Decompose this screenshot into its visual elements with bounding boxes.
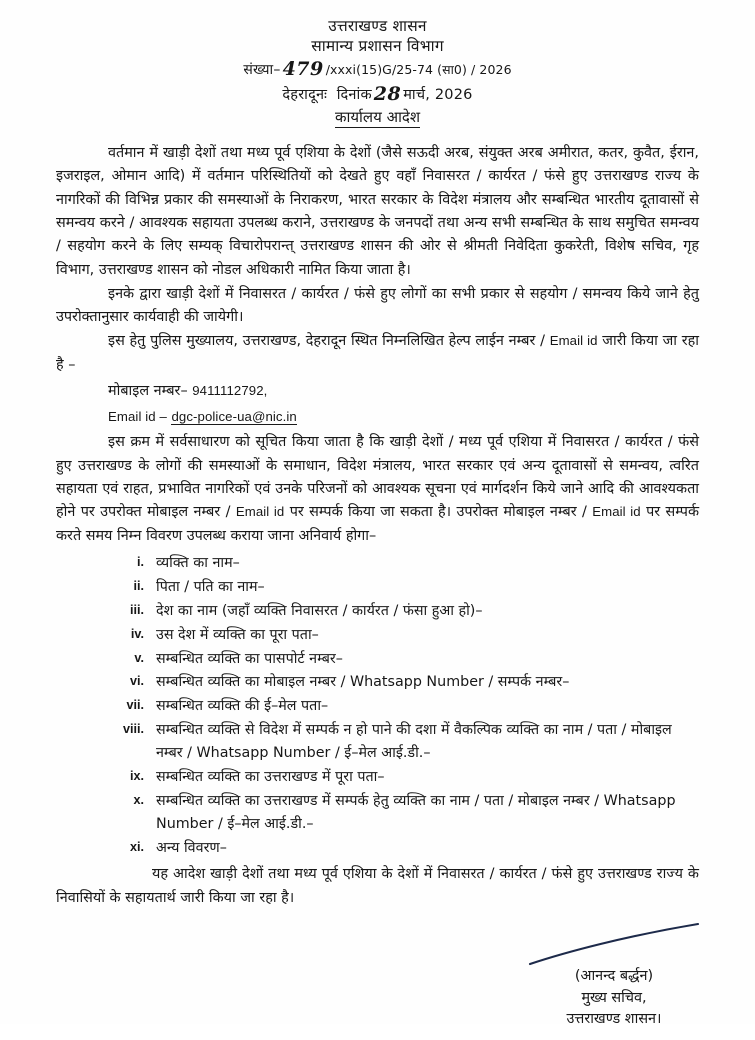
list-item xyxy=(56,552,699,575)
document-header xyxy=(56,16,699,128)
list-item-text: सम्बन्धित व्यक्ति का पासपोर्ट नम्बर– xyxy=(156,650,343,667)
paragraph-closing: यह आदेश खाड़ी देशों तथा मध्य पूर्व एशिया के देशों में निवासरत / कार्यरत / फंसे हुए उत्तराखण्ड राज्य के निवासियों के सहायतार्थ जारी किया जा रहा है। xyxy=(56,866,699,906)
signature-area xyxy=(56,920,699,1040)
reference-number-line xyxy=(56,57,699,82)
list-marker: xi. xyxy=(129,839,144,854)
date-day-handwritten: 28 xyxy=(373,82,402,105)
signatory-designation: मुख्य सचिव, xyxy=(581,989,647,1006)
paragraph-coordination: इनके द्वारा खाड़ी देशों में निवासरत / कार्यरत / फंसे हुए लोगों का सभी प्रकार से सहयोग / समन्वय किये जाने हेतु उपरोक्तानुसार कार्यवाही की जायेगी। xyxy=(56,285,699,326)
email-line xyxy=(108,405,699,431)
department-name: सामान्य प्रशासन विभाग xyxy=(311,37,444,56)
signatory-department: उत्तराखण्ड शासन। xyxy=(566,1011,662,1028)
list-item-text: उस देश में व्यक्ति का पूरा पता– xyxy=(156,626,319,643)
paragraph-helpline-intro xyxy=(56,330,699,377)
public-notice-text-1: इस क्रम में सर्वसाधारण को सूचित किया जाता है कि खाड़ी देशों / मध्य पूर्व एशिया में निवासरत / कार्यरत / फंसे हुए उत्तराखण्ड के लोगों की समस्याओं के समाधान, विदेश मंत्रालय, भारत सरकार एवं अन्य दूतावासों से समन्वय, त्वरित सहायता एवं राहत, प्रभावित नागरिकों एवं उनके परिजनों को आवश्यक सूचना एवं मार्गदर्शन किये जाने आदि की आवश्यकता होने पर उपरोक्त मोबाइल नम्बर / xyxy=(56,434,699,521)
list-marker: vii. xyxy=(126,698,144,713)
list-item-text: अन्य विवरण– xyxy=(156,839,227,856)
place-date-line xyxy=(56,82,699,107)
required-details-list xyxy=(56,552,699,859)
mobile-number-value: 9411112792, xyxy=(192,383,268,399)
signatory-name: (आनन्द बर्द्धन) xyxy=(574,968,654,985)
email-id-label-inline-3: Email id xyxy=(592,504,641,520)
list-item xyxy=(56,671,699,694)
list-marker: iv. xyxy=(130,626,144,641)
paragraph-public-notice xyxy=(56,431,699,548)
email-value[interactable]: dgc-police-ua@nic.in xyxy=(171,408,297,424)
list-item xyxy=(56,837,699,860)
place-label: देहरादूनः xyxy=(282,86,328,103)
list-item xyxy=(56,624,699,647)
list-marker: ix. xyxy=(129,768,144,783)
list-item xyxy=(56,790,699,836)
reference-number-handwritten: 479 xyxy=(282,57,324,80)
list-item xyxy=(56,576,699,599)
list-item xyxy=(56,766,699,789)
public-notice-text-2: पर सम्पर्क किया जा सकता है। उपरोक्त मोबाइल नम्बर / xyxy=(289,504,587,521)
list-marker: viii. xyxy=(123,722,144,737)
list-marker: v. xyxy=(134,650,144,665)
list-item-text: सम्बन्धित व्यक्ति का मोबाइल नम्बर / Whatsapp Number / सम्पर्क नम्बर– xyxy=(156,674,570,691)
list-marker: ii. xyxy=(133,578,144,593)
list-item-text: सम्बन्धित व्यक्ति की ई–मेल पता– xyxy=(156,698,329,715)
list-item-text: पिता / पति का नाम– xyxy=(156,578,265,595)
page-title: कार्यालय आदेश xyxy=(334,108,421,127)
public-notice-text-3: पर सम्पर्क करते समय निम्न विवरण उपलब्ध कराया जाना अनिवार्य होगा– xyxy=(56,504,700,544)
list-item-text: सम्बन्धित व्यक्ति का उत्तराखण्ड में पूरा पता– xyxy=(156,768,385,785)
document-body xyxy=(56,142,699,910)
signature-stroke-icon xyxy=(526,922,706,966)
list-item xyxy=(56,695,699,718)
helpline-intro-text-2: जारी किया जा रहा है – xyxy=(56,333,700,373)
list-marker: i. xyxy=(137,555,144,570)
organisation-name: उत्तराखण्ड शासन xyxy=(328,17,427,35)
list-marker: x. xyxy=(133,792,144,807)
date-label: दिनांक xyxy=(336,86,372,103)
list-item xyxy=(56,719,699,765)
email-id-label-inline-1: Email id xyxy=(549,333,598,349)
date-rest: मार्च, 2026 xyxy=(403,86,473,103)
mobile-number-label: मोबाइल नम्बर– xyxy=(108,383,188,400)
email-label: Email id – xyxy=(108,408,167,424)
list-item xyxy=(56,648,699,671)
email-id-label-inline-2: Email id xyxy=(235,504,285,520)
contact-details xyxy=(56,379,699,430)
list-item-text: सम्बन्धित व्यक्ति से विदेश में सम्पर्क न हो पाने की दशा में वैकल्पिक व्यक्ति का नाम / पता / मोबाइल नम्बर / Whatsapp Number / ई–मेल आई.डी.– xyxy=(156,722,672,762)
list-item-text: देश का नाम (जहाँ व्यक्ति निवासरत / कार्यरत / फंसा हुआ हो)– xyxy=(156,602,483,619)
reference-suffix: /xxxi(15)G/25-74 (सा0) / 2026 xyxy=(325,61,512,77)
reference-label: संख्या– xyxy=(243,61,281,78)
list-item-text: व्यक्ति का नाम– xyxy=(156,555,240,572)
mobile-number-line xyxy=(108,379,699,405)
document-title xyxy=(56,108,699,128)
list-item-text: सम्बन्धित व्यक्ति का उत्तराखण्ड में सम्पर्क हेतु व्यक्ति का नाम / पता / मोबाइल नम्बर / Whatsapp Number / ई–मेल आई.डी.– xyxy=(156,792,676,832)
list-item xyxy=(56,600,699,623)
signatory-block xyxy=(494,966,734,1031)
paragraph-nodal-officer: वर्तमान में खाड़ी देशों तथा मध्य पूर्व एशिया के देशों (जैसे सऊदी अरब, संयुक्त अरब अमीरात, कतर, कुवैत, ईरान, इजराइल, ओमान आदि) में वर्तमान परिस्थितियों को देखते हुए वहाँ निवासरत / कार्यरत / फंसे हुए उत्तराखण्ड राज्य के नागरिकों की विभिन्न प्रकार की समस्याओं के निराकरण, भारत सरकार के विदेश मंत्रालय और सम्बन्धित भारतीय दूतावासों से समन्वय करने / आवश्यक सहायता उपलब्ध कराने, उत्तराखण्ड के जनपदों तथा अन्य सभी सम्बन्धित के साथ समुचित समन्वय / सहयोग करने के लिए सम्यक् विचारोपरान्त् उत्तराखण्ड शासन की ओर से श्रीमती निवेदिता कुकरेती, विशेष सचिव, गृह विभाग, उत्तराखण्ड शासन को नोडल अधिकारी नामित किया जाता है। xyxy=(56,144,699,278)
helpline-intro-text: इस हेतु पुलिस मुख्यालय, उत्तराखण्ड, देहरादून स्थित निम्नलिखित हेल्प लाईन नम्बर / xyxy=(108,333,545,350)
list-marker: vi. xyxy=(129,674,144,689)
list-marker: iii. xyxy=(130,602,144,617)
